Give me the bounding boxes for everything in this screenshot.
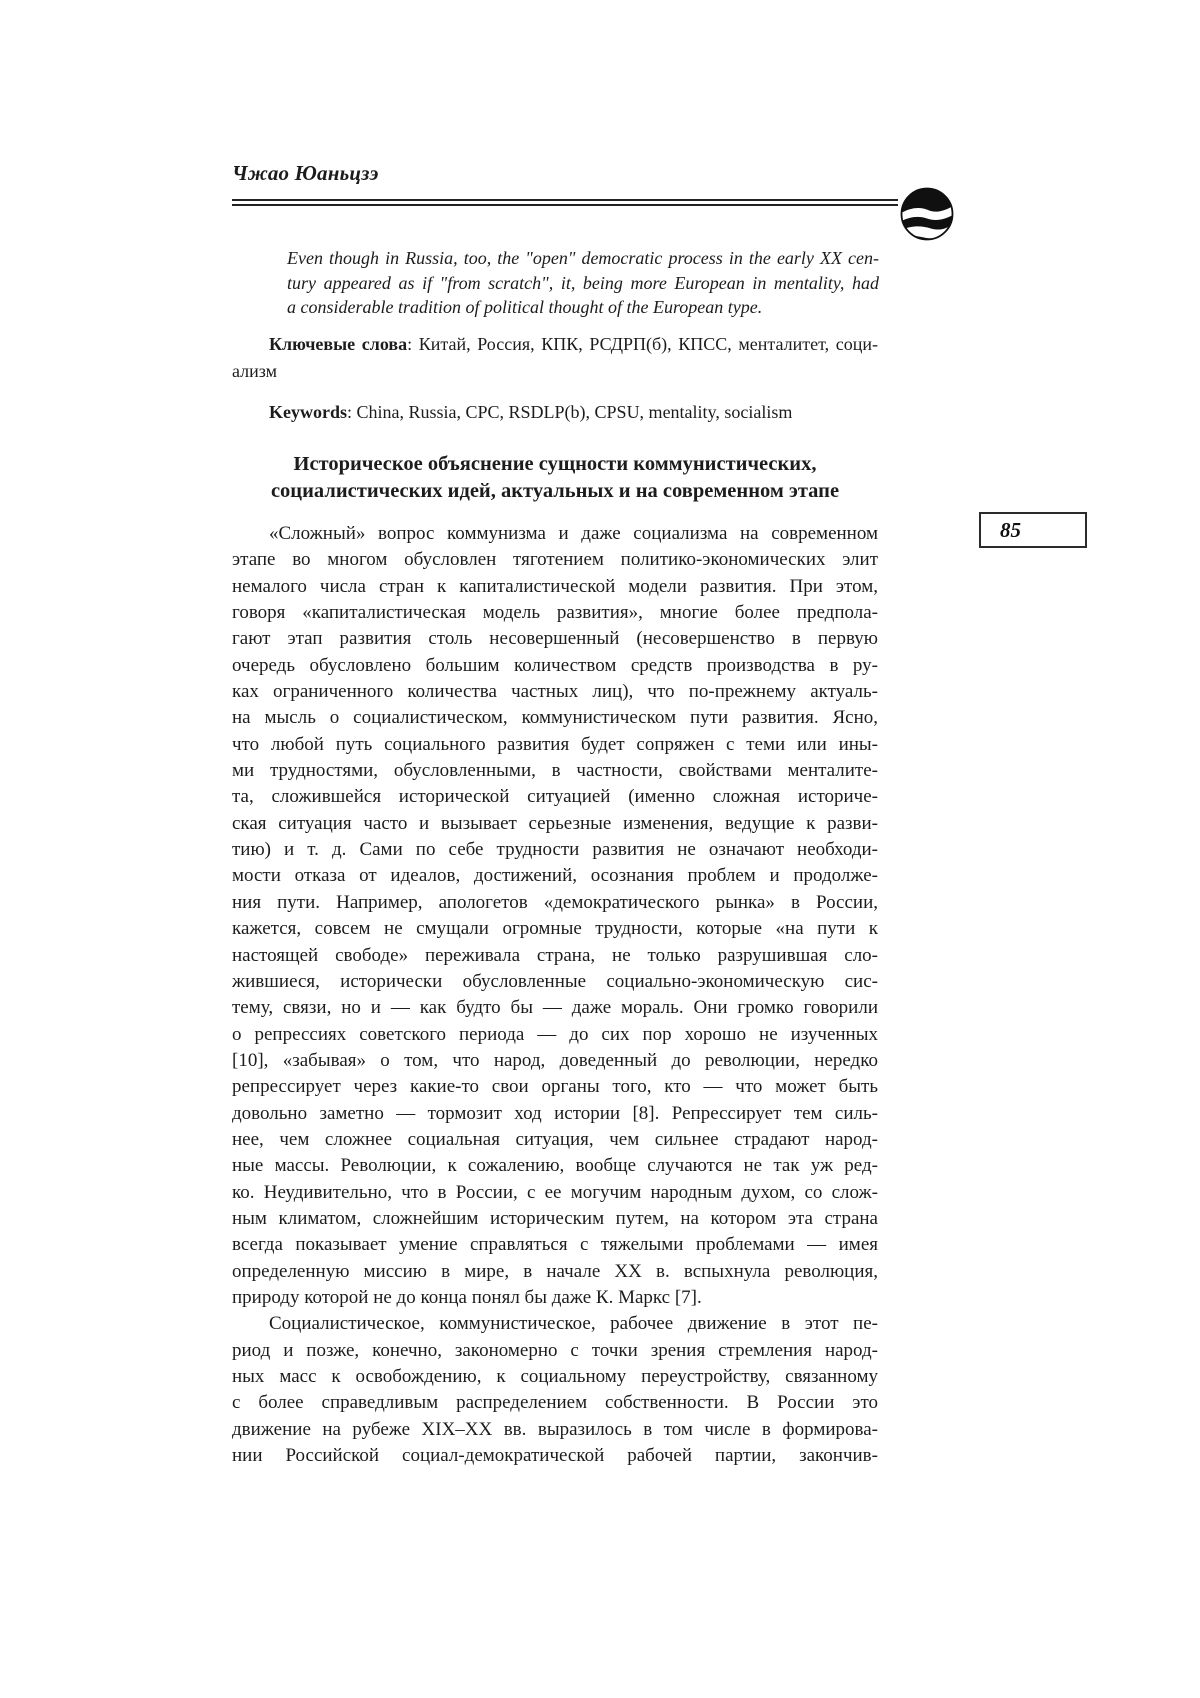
keywords-en-line xyxy=(232,399,878,426)
text-line: ках ограниченного количества частных лиц), что по-прежнему актуаль- xyxy=(232,681,878,703)
text-line: Социалистическое, коммунистическое, рабочее движение в этот пе- xyxy=(269,1313,878,1335)
text-line: природу которой не до конца понял бы даже К. Маркс [7]. xyxy=(232,1286,702,1308)
section-heading-line1: Историческое объяснение сущности коммунистических, xyxy=(293,453,817,475)
keywords-ru-values: : Китай, Россия, КПК, РСДРП(б), КПСС, менталитет, соци- xyxy=(407,334,878,354)
keywords-ru-label: Ключевые слова xyxy=(269,334,408,354)
text-line: довольно заметно — тормозит ход истории [8]. Репрессирует тем силь- xyxy=(232,1102,878,1124)
text-line: очередь обусловлено большим количеством средств производства в ру- xyxy=(232,654,878,676)
text-line: нии Российской социал-демократической рабочей партии, закончив- xyxy=(232,1445,878,1467)
text-line: ская ситуация часто и вызывает серьезные изменения, ведущие к разви- xyxy=(232,812,878,834)
text-line: та, сложившейся исторической ситуацией (именно сложная историче- xyxy=(232,786,878,808)
text-line: гают этап развития столь несовершенный (несовершенство в первую xyxy=(232,628,878,650)
text-line: мости отказа от идеалов, достижений, осознания проблем и продолже- xyxy=(232,865,878,887)
text-line: с более справедливым распределением собственности. В России это xyxy=(232,1392,878,1414)
text-line: всегда показывает умение справляться с тяжелыми проблемами — имея xyxy=(232,1234,878,1256)
keywords-en-label: Keywords xyxy=(269,402,347,422)
article-body xyxy=(232,521,878,1469)
header-double-rule xyxy=(232,199,898,206)
text-line: тию) и т. д. Сами по себе трудности развития не означают необходи- xyxy=(232,839,878,861)
text-line: тему, связи, но и — как будто бы — даже мораль. Они громко говорили xyxy=(232,997,878,1019)
text-line: Even though in Russia, too, the "open" democratic process in the early XX cen- xyxy=(287,248,879,268)
text-line: движение на рубеже XIX–XX вв. выразилось в том числе в формирова- xyxy=(232,1418,878,1440)
text-line: риод и позже, конечно, закономерно с точки зрения стремления народ- xyxy=(232,1339,878,1361)
page-number-box xyxy=(979,512,1087,548)
text-line: нее, чем сложнее социальная ситуация, чем сильнее страдают народ- xyxy=(232,1128,878,1150)
keywords-ru xyxy=(232,331,878,385)
keywords-ru-line2: ализм xyxy=(232,361,278,381)
text-line: ния пути. Например, апологетов «демократического рынка» в России, xyxy=(232,891,878,913)
text-line: определенную миссию в мире, в начале XX в. вспыхнула революция, xyxy=(232,1260,878,1282)
text-line: ко. Неудивительно, что в России, с ее могучим народным духом, со слож- xyxy=(232,1181,878,1203)
text-line: a considerable tradition of political thought of the European type. xyxy=(287,297,763,318)
text-line: ных масс к освобождению, к социальному переустройству, связанному xyxy=(232,1366,878,1387)
keywords-en xyxy=(232,399,878,426)
text-line: настоящей свободе» переживала страна, не только разрушившая сло- xyxy=(232,944,878,966)
text-line: этапе во многом обусловлен тяготением политико-экономических элит xyxy=(232,549,878,571)
keywords-en-values: : China, Russia, CPC, RSDLP(b), CPSU, mentality, socialism xyxy=(347,402,793,422)
text-line: что любой путь социального развития будет сопряжен с теми или ины- xyxy=(232,733,878,755)
journal-globe-logo-icon xyxy=(898,185,956,243)
text-line: кажется, совсем не смущали огромные трудности, которые «на пути к xyxy=(232,918,878,940)
text-line: ные массы. Революции, к сожалению, вообще случаются не так уж ред- xyxy=(232,1155,878,1177)
text-line: о репрессиях советского периода — до сих пор хорошо не изученных xyxy=(232,1023,878,1045)
body-paragraph-1 xyxy=(232,521,878,1311)
text-line: ным климатом, сложнейшим историческим путем, на котором эта страна xyxy=(232,1207,878,1229)
body-paragraph-2 xyxy=(232,1311,878,1469)
epigraph-quote xyxy=(287,246,879,320)
text-line: репрессирует через какие-то свои органы того, кто — что может быть xyxy=(232,1076,878,1098)
text-line: [10], «забывая» о том, что народ, доведенный до революции, нередко xyxy=(232,1049,878,1071)
running-header-author: Чжао Юаньцзэ xyxy=(232,161,379,185)
section-heading xyxy=(232,451,878,504)
text-line: немалого числа стран к капиталистической модели развития. При этом, xyxy=(232,575,878,597)
text-line: ми трудностями, обусловленными, в частности, свойствами менталите- xyxy=(232,760,878,782)
page-number: 85 xyxy=(1000,518,1021,542)
keywords-ru-line1 xyxy=(232,331,878,358)
text-line: говоря «капиталистическая модель развития», многие более предпола- xyxy=(232,602,878,624)
text-line: жившиеся, исторически обусловленные социально-экономическую сис- xyxy=(232,970,878,992)
section-heading-line2: социалистических идей, актуальных и на современном этапе xyxy=(270,479,840,502)
text-line: на мысль о социалистическом, коммунистическом пути развития. Ясно, xyxy=(232,707,878,729)
text-line: tury appeared as if "from scratch", it, being more European in mentality, had xyxy=(287,272,879,293)
text-line: «Сложный» вопрос коммунизма и даже социализма на современном xyxy=(269,523,878,544)
